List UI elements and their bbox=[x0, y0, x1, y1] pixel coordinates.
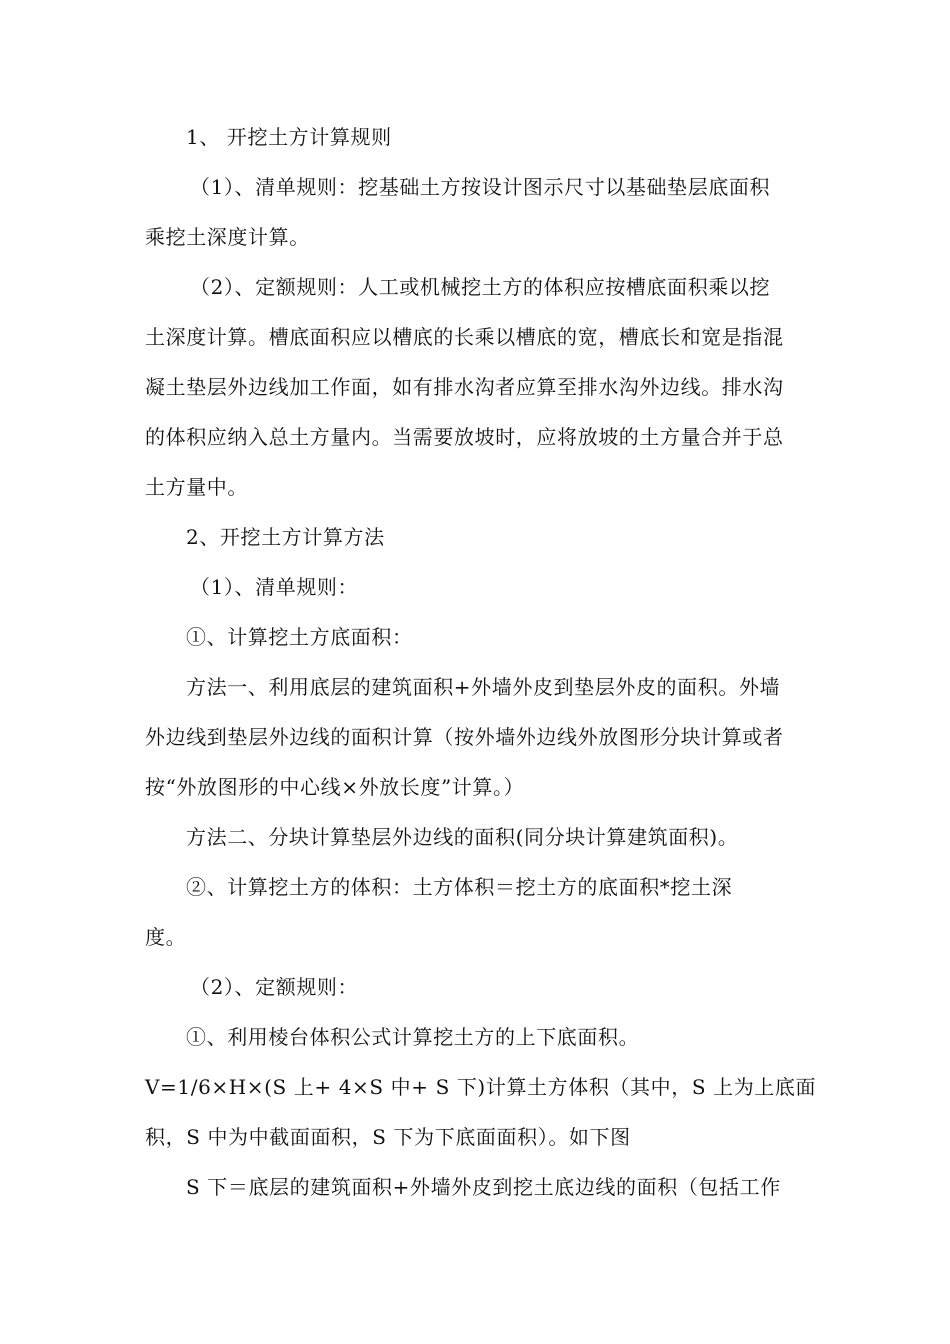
paragraph-line: （2）、定额规则：人工或机械挖土方的体积应按槽底面积乘以挖 bbox=[190, 275, 771, 299]
heading-1-excavation-rules: 1、 开挖土方计算规则 bbox=[186, 125, 392, 149]
paragraph-line: 土方量中。 bbox=[145, 475, 248, 499]
paragraph-line: 度。 bbox=[145, 925, 187, 949]
paragraph-line: 的体积应纳入总土方量内。当需要放坡时，应将放坡的土方量合并于总 bbox=[145, 425, 784, 449]
paragraph-line: 土深度计算。槽底面积应以槽底的长乘以槽底的宽，槽底长和宽是指混 bbox=[145, 325, 784, 349]
paragraph-line: （2）、定额规则： bbox=[190, 975, 359, 999]
paragraph-line: ①、利用棱台体积公式计算挖土方的上下底面积。 bbox=[186, 1025, 640, 1049]
paragraph-line: 乘挖土深度计算。 bbox=[145, 225, 310, 249]
paragraph-line: （1）、清单规则： bbox=[190, 575, 359, 599]
paragraph-line: 方法二、分块计算垫层外边线的面积(同分块计算建筑面积)。 bbox=[186, 825, 739, 849]
paragraph-line: 按“外放图形的中心线×外放长度”计算。） bbox=[145, 775, 525, 799]
paragraph-line: 方法一、利用底层的建筑面积+外墙外皮到垫层外皮的面积。外墙 bbox=[186, 675, 781, 699]
paragraph-line: S 下＝底层的建筑面积+外墙外皮到挖土底边线的面积（包括工作 bbox=[186, 1175, 781, 1199]
paragraph-line: 凝土垫层外边线加工作面，如有排水沟者应算至排水沟外边线。排水沟 bbox=[145, 375, 784, 399]
formula-line: V=1/6×H×(S 上+ 4×S 中+ S 下)计算土方体积（其中，S 上为上底面 bbox=[145, 1075, 817, 1099]
paragraph-line: 外边线到垫层外边线的面积计算（按外墙外边线外放图形分块计算或者 bbox=[145, 725, 784, 749]
paragraph-line: ②、计算挖土方的体积：土方体积＝挖土方的底面积*挖土深 bbox=[186, 875, 733, 899]
paragraph-line: ①、计算挖土方底面积： bbox=[186, 625, 413, 649]
heading-2-excavation-methods: 2、开挖土方计算方法 bbox=[186, 525, 385, 549]
paragraph-line: 积，S 中为中截面面积，S 下为下底面面积）。如下图 bbox=[145, 1125, 631, 1149]
paragraph-line: （1）、清单规则：挖基础土方按设计图示尺寸以基础垫层底面积 bbox=[190, 175, 771, 199]
